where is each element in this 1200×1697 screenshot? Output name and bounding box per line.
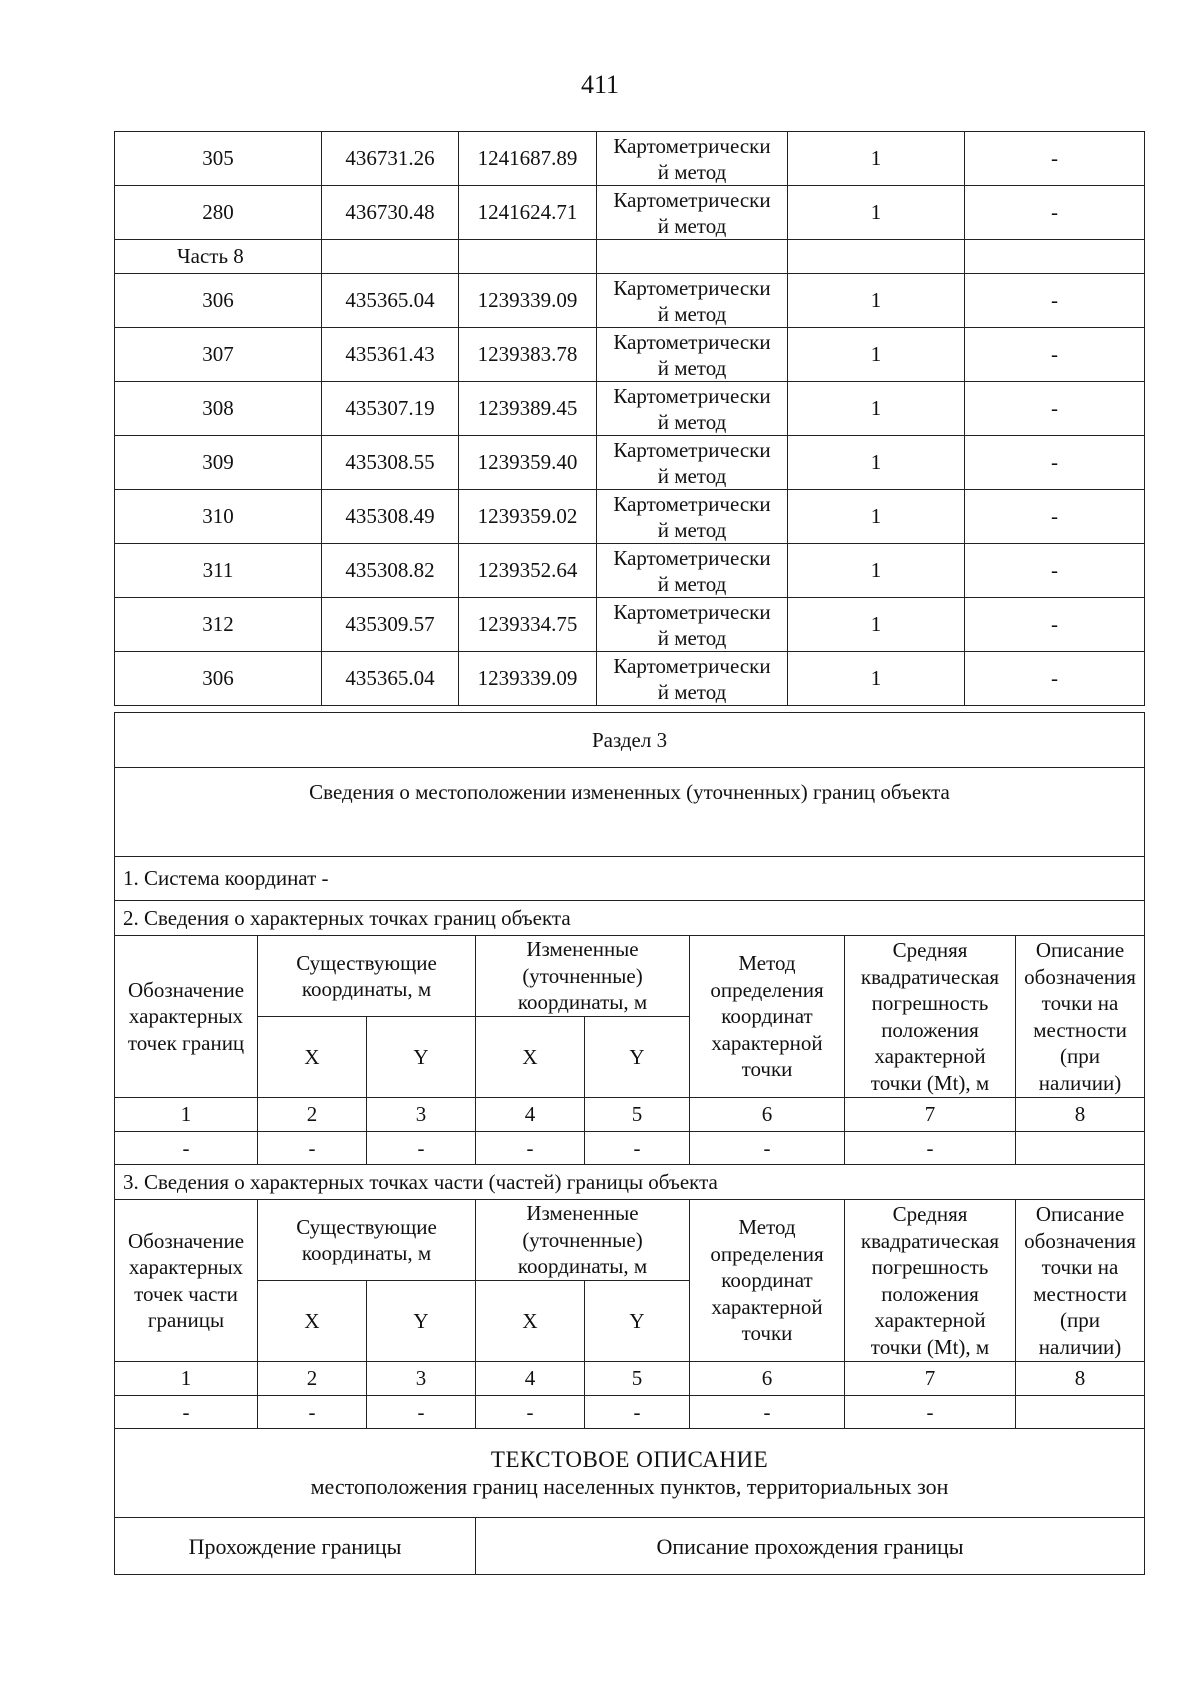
method: Картометрически й метод xyxy=(597,328,788,382)
point-description: - xyxy=(965,652,1145,706)
column-number: 7 xyxy=(845,1362,1016,1396)
table-cell: - xyxy=(476,1132,585,1165)
column-number: 6 xyxy=(690,1098,845,1132)
method: Картометрически й метод xyxy=(597,598,788,652)
coord-x: 435309.57 xyxy=(322,598,459,652)
point-description: - xyxy=(965,132,1145,186)
table-cell: - xyxy=(115,1396,258,1429)
header-mt: Средняя квадратическая погрешность положения характерной точки (Mt), м xyxy=(845,1200,1016,1362)
header-y: Y xyxy=(585,1281,690,1362)
text-description-title: ТЕКСТОВОЕ ОПИСАНИЕ xyxy=(490,1447,769,1472)
method: Картометрически й метод xyxy=(597,274,788,328)
page-number: 411 xyxy=(580,70,620,99)
point-number: 306 xyxy=(115,652,322,706)
method: Картометрически й метод xyxy=(597,382,788,436)
point-description: - xyxy=(965,544,1145,598)
header-y: Y xyxy=(367,1017,476,1098)
table-row xyxy=(115,652,1145,706)
section3-table xyxy=(114,712,1145,1575)
points-heading: 2. Сведения о характерных точках границ объекта xyxy=(115,901,1145,936)
parts-heading: 3. Сведения о характерных точках части (частей) границы объекта xyxy=(115,1165,1145,1200)
coord-system-line: 1. Система координат - xyxy=(115,857,1145,901)
header-changed-coords: Измененные (уточненные) координаты, м xyxy=(476,936,690,1017)
part-label: Часть 8 xyxy=(115,240,322,274)
point-number: 305 xyxy=(115,132,322,186)
point-number: 312 xyxy=(115,598,322,652)
column-number: 7 xyxy=(845,1098,1016,1132)
method: Картометрически й метод xyxy=(597,436,788,490)
column-number: 1 xyxy=(115,1098,258,1132)
header-changed-coords: Измененные (уточненные) координаты, м xyxy=(476,1200,690,1281)
header-x: X xyxy=(258,1281,367,1362)
coord-x: 436731.26 xyxy=(322,132,459,186)
coord-x: 435365.04 xyxy=(322,274,459,328)
coord-y: 1239339.09 xyxy=(459,652,597,706)
column-numbers-row xyxy=(115,1362,1145,1396)
table-cell: - xyxy=(115,1132,258,1165)
mt-value: 1 xyxy=(788,652,965,706)
table-row xyxy=(115,490,1145,544)
header-existing-coords: Существующие координаты, м xyxy=(258,1200,476,1281)
column-number: 3 xyxy=(367,1362,476,1396)
point-number: 307 xyxy=(115,328,322,382)
text-description-block xyxy=(115,1429,1145,1518)
coord-x: 435308.49 xyxy=(322,490,459,544)
coord-x: 435365.04 xyxy=(322,652,459,706)
header-method: Метод определения координат характерной точки xyxy=(690,1200,845,1362)
column-numbers-row xyxy=(115,1098,1145,1132)
column-number: 4 xyxy=(476,1362,585,1396)
point-number: 308 xyxy=(115,382,322,436)
table-cell: - xyxy=(585,1396,690,1429)
part-row xyxy=(115,240,1145,274)
section-title: Раздел 3 xyxy=(115,713,1145,768)
header-designation: Обозначение характерных точек границ xyxy=(115,936,258,1098)
mt-value: 1 xyxy=(788,132,965,186)
table-cell: - xyxy=(845,1132,1016,1165)
column-number: 4 xyxy=(476,1098,585,1132)
header-x: X xyxy=(476,1281,585,1362)
table-row xyxy=(115,186,1145,240)
coord-x: 435308.82 xyxy=(322,544,459,598)
point-description: - xyxy=(965,436,1145,490)
table-row xyxy=(115,132,1145,186)
mt-value: 1 xyxy=(788,544,965,598)
mt-value: 1 xyxy=(788,436,965,490)
section-caption: Сведения о местоположении измененных (уточненных) границ объекта xyxy=(115,768,1145,857)
coord-x: 435307.19 xyxy=(322,382,459,436)
table-row xyxy=(115,328,1145,382)
column-number: 6 xyxy=(690,1362,845,1396)
header-mt: Средняя квадратическая погрешность положения характерной точки (Mt), м xyxy=(845,936,1016,1098)
header-x: X xyxy=(258,1017,367,1098)
column-number: 2 xyxy=(258,1098,367,1132)
text-description-subtitle: местоположения границ населенных пунктов, территориальных зон xyxy=(310,1474,949,1499)
method: Картометрически й метод xyxy=(597,652,788,706)
coord-y: 1239359.02 xyxy=(459,490,597,544)
method: Картометрически й метод xyxy=(597,186,788,240)
point-description: - xyxy=(965,274,1145,328)
header-y: Y xyxy=(367,1281,476,1362)
table-cell: - xyxy=(585,1132,690,1165)
table-row xyxy=(115,382,1145,436)
coord-y: 1241687.89 xyxy=(459,132,597,186)
mt-value: 1 xyxy=(788,382,965,436)
column-number: 8 xyxy=(1016,1362,1145,1396)
coord-y: 1239383.78 xyxy=(459,328,597,382)
table-row xyxy=(115,274,1145,328)
table-cell: - xyxy=(690,1132,845,1165)
table-row xyxy=(115,436,1145,490)
table-cell xyxy=(1016,1132,1145,1165)
header-designation-parts: Обозначение характерных точек части границы xyxy=(115,1200,258,1362)
point-description: - xyxy=(965,490,1145,544)
point-description: - xyxy=(965,186,1145,240)
point-description: - xyxy=(965,382,1145,436)
column-number: 5 xyxy=(585,1098,690,1132)
table-cell xyxy=(1016,1396,1145,1429)
table-cell: - xyxy=(258,1396,367,1429)
table-row xyxy=(115,598,1145,652)
coord-y: 1239359.40 xyxy=(459,436,597,490)
table-cell: - xyxy=(258,1132,367,1165)
point-number: 309 xyxy=(115,436,322,490)
column-number: 5 xyxy=(585,1362,690,1396)
empty-data-row xyxy=(115,1132,1145,1165)
mt-value: 1 xyxy=(788,328,965,382)
mt-value: 1 xyxy=(788,598,965,652)
header-description: Описание обозначения точки на местности (при наличии) xyxy=(1016,936,1145,1098)
mt-value: 1 xyxy=(788,274,965,328)
column-number: 8 xyxy=(1016,1098,1145,1132)
column-number: 3 xyxy=(367,1098,476,1132)
coord-x: 436730.48 xyxy=(322,186,459,240)
mt-value: 1 xyxy=(788,186,965,240)
empty-data-row xyxy=(115,1396,1145,1429)
column-number: 2 xyxy=(258,1362,367,1396)
table-cell: - xyxy=(367,1396,476,1429)
coord-x: 435308.55 xyxy=(322,436,459,490)
point-number: 310 xyxy=(115,490,322,544)
boundary-description-header: Описание прохождения границы xyxy=(476,1518,1145,1575)
header-method: Метод определения координат характерной точки xyxy=(690,936,845,1098)
coord-y: 1239334.75 xyxy=(459,598,597,652)
coord-x: 435361.43 xyxy=(322,328,459,382)
coord-y: 1239389.45 xyxy=(459,382,597,436)
point-number: 311 xyxy=(115,544,322,598)
header-description: Описание обозначения точки на местности (при наличии) xyxy=(1016,1200,1145,1362)
point-description: - xyxy=(965,328,1145,382)
coordinates-table xyxy=(114,131,1145,706)
point-number: 306 xyxy=(115,274,322,328)
column-number: 1 xyxy=(115,1362,258,1396)
header-y: Y xyxy=(585,1017,690,1098)
table-cell: - xyxy=(690,1396,845,1429)
table-cell: - xyxy=(367,1132,476,1165)
coord-y: 1239352.64 xyxy=(459,544,597,598)
point-number: 280 xyxy=(115,186,322,240)
table-row xyxy=(115,544,1145,598)
method: Картометрически й метод xyxy=(597,544,788,598)
mt-value: 1 xyxy=(788,490,965,544)
coord-y: 1241624.71 xyxy=(459,186,597,240)
header-x: X xyxy=(476,1017,585,1098)
method: Картометрически й метод xyxy=(597,132,788,186)
header-existing-coords: Существующие координаты, м xyxy=(258,936,476,1017)
boundary-passage-header: Прохождение границы xyxy=(115,1518,476,1575)
method: Картометрически й метод xyxy=(597,490,788,544)
table-cell: - xyxy=(845,1396,1016,1429)
table-cell: - xyxy=(476,1396,585,1429)
coord-y: 1239339.09 xyxy=(459,274,597,328)
point-description: - xyxy=(965,598,1145,652)
